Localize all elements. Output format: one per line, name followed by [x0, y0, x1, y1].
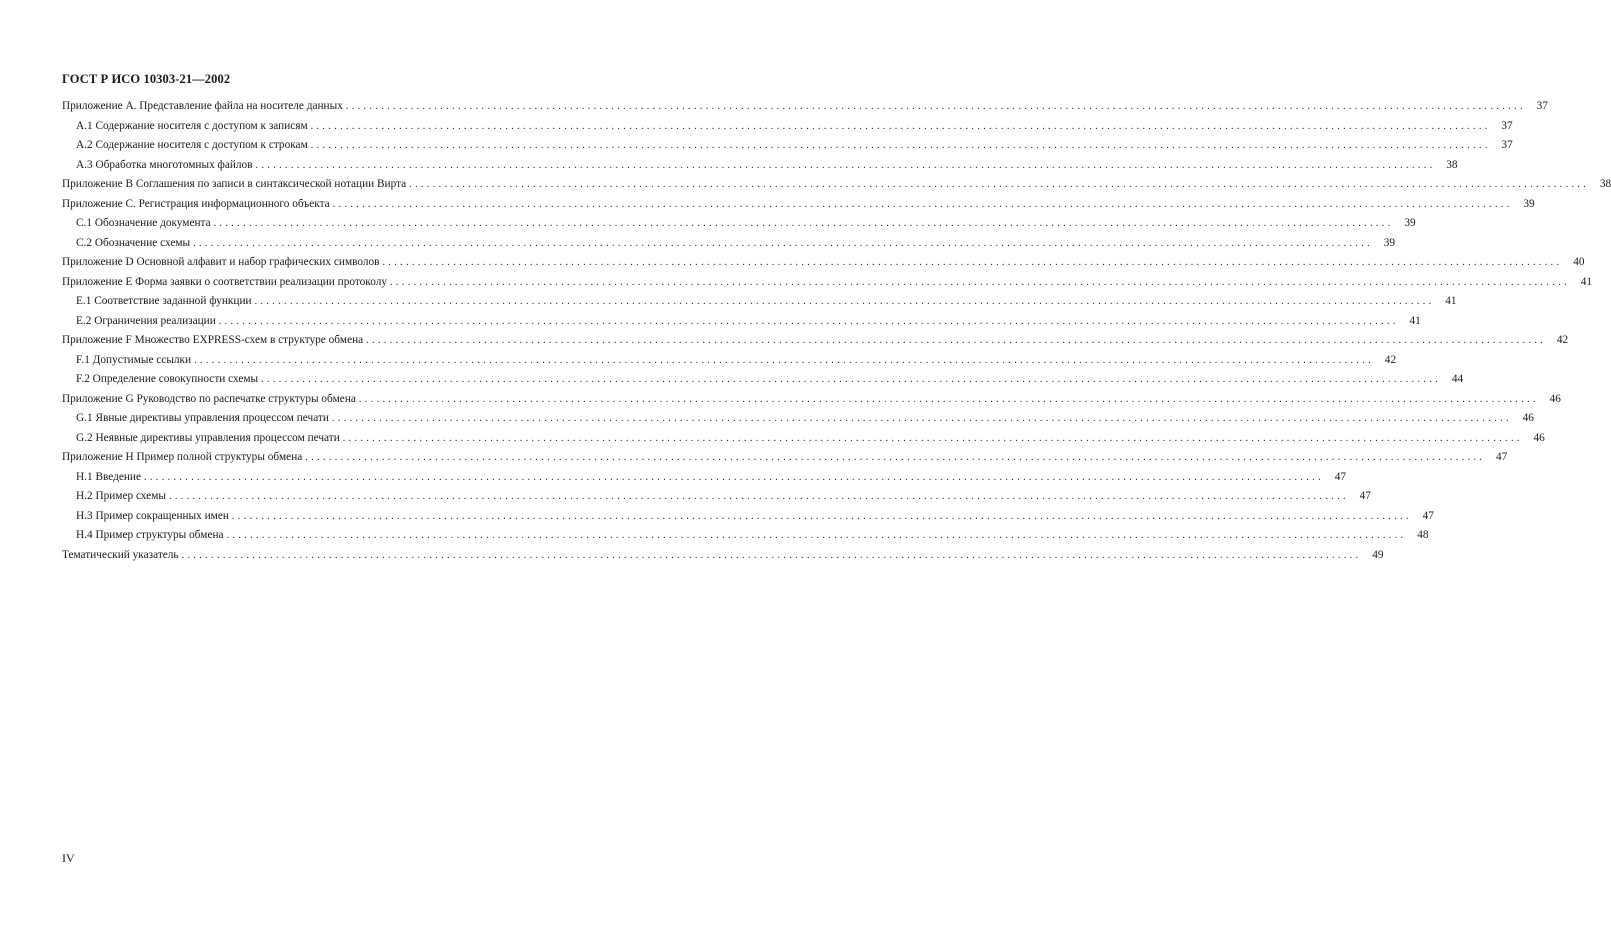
toc-entry-page: 37 — [1501, 119, 1513, 132]
toc-entry[interactable] — [62, 526, 1429, 546]
toc-entry-page: 41 — [1580, 275, 1593, 288]
toc-leader-dots: ........................................................................................................................................................................................................ — [181, 549, 1362, 561]
toc-entry-page: 40 — [1573, 256, 1585, 268]
toc-entry[interactable] — [62, 214, 1416, 234]
toc-entry-title: F.1 Допустимые ссылки — [76, 353, 192, 366]
toc-entry[interactable] — [62, 351, 1397, 371]
toc-entry-title: Н.4 Пример структуры обмена — [76, 529, 224, 541]
toc-entry-page: 42 — [1556, 334, 1569, 346]
toc-entry-title: G.1 Явные директивы управления процессом печати — [76, 412, 329, 424]
toc-entry-title: Приложение Н Пример полной структуры обмена — [62, 451, 303, 463]
toc-leader-dots: ........................................................................................................................................................................................................ — [366, 335, 1547, 346]
toc-leader-dots: ........................................................................................................................................................................................................ — [213, 218, 1394, 229]
toc-leader-dots: ........................................................................................................................................................................................................ — [409, 179, 1590, 190]
toc-entry-page: 41 — [1409, 314, 1421, 327]
toc-entry[interactable] — [62, 234, 1396, 254]
toc-entry-title: G.2 Неявные директивы управления процессом печати — [76, 431, 340, 444]
toc-entry[interactable] — [62, 97, 1548, 117]
toc-entry[interactable] — [62, 156, 1458, 176]
toc-entry-page: 47 — [1334, 470, 1346, 483]
toc-entry-page: 46 — [1549, 392, 1561, 405]
toc-entry[interactable] — [62, 292, 1457, 312]
toc-entry-page: 44 — [1451, 373, 1464, 385]
toc-entry-title: Приложение G Руководство по распечатке структуры обмена — [62, 392, 356, 405]
toc-entry[interactable] — [62, 429, 1545, 449]
toc-entry-page: 42 — [1384, 353, 1397, 366]
toc-leader-dots: ........................................................................................................................................................................................................ — [345, 101, 1526, 112]
toc-leader-dots: ........................................................................................................................................................................................................ — [255, 159, 1436, 171]
toc-entry-title: А.1 Содержание носителя с доступом к записям — [76, 119, 308, 132]
toc-entry[interactable] — [62, 487, 1371, 507]
toc-entry-page: 39 — [1523, 197, 1535, 210]
toc-leader-dots: ........................................................................................................................................................................................................ — [342, 432, 1523, 444]
toc-entry-title: Приложение Е Форма заявки о соответствии реализации протоколу — [62, 275, 388, 288]
toc-entry[interactable] — [62, 409, 1534, 429]
toc-leader-dots: ........................................................................................................................................................................................................ — [390, 276, 1571, 288]
toc-entry-title: Н.3 Пример сокращенных имен — [76, 509, 229, 522]
toc-entry-page: 47 — [1495, 451, 1508, 463]
toc-leader-dots: ........................................................................................................................................................................................................ — [332, 198, 1513, 210]
document-header: ГОСТ Р ИСО 10303-21—2002 — [62, 72, 231, 86]
toc-leader-dots: ........................................................................................................................................................................................................ — [358, 393, 1539, 405]
toc-entry-title: Приложение F Множество EXPRESS-схем в структуре обмена — [62, 334, 364, 346]
toc-leader-dots: ........................................................................................................................................................................................................ — [331, 413, 1512, 424]
toc-entry-page: 49 — [1372, 548, 1384, 561]
toc-leader-dots: ........................................................................................................................................................................................................ — [310, 120, 1491, 132]
toc-entry[interactable] — [62, 117, 1513, 137]
toc-entry[interactable] — [62, 331, 1569, 351]
toc-entry-title: Н.1 Введение — [76, 470, 141, 483]
toc-entry-page: 48 — [1417, 529, 1429, 541]
toc-entry-page: 37 — [1536, 100, 1548, 112]
toc-leader-dots: ........................................................................................................................................................................................................ — [382, 257, 1563, 268]
page-number: IV — [62, 851, 75, 865]
toc-entry-page: 39 — [1404, 217, 1416, 229]
toc-leader-dots: ........................................................................................................................................................................................................ — [144, 471, 1324, 483]
toc-entry-title: Тематический указатель — [62, 548, 179, 561]
toc-leader-dots: ........................................................................................................................................................................................................ — [168, 491, 1349, 502]
toc-leader-dots: ........................................................................................................................................................................................................ — [226, 530, 1407, 541]
toc-entry-page: 37 — [1501, 139, 1513, 151]
toc-leader-dots: ........................................................................................................................................................................................................ — [231, 510, 1412, 522]
toc-entry-page: 39 — [1383, 236, 1396, 249]
toc-entry-page: 47 — [1422, 509, 1434, 522]
toc-entry-title: Е.1 Соответствие заданной функции — [76, 295, 252, 307]
toc-entry[interactable] — [62, 136, 1513, 156]
toc-entry-title: Приложение А. Представление файла на носителе данных — [62, 100, 343, 112]
toc-leader-dots: ........................................................................................................................................................................................................ — [261, 374, 1442, 385]
toc-entry-title: А.2 Содержание носителя с доступом к строкам — [76, 139, 308, 151]
toc-entry[interactable] — [62, 273, 1593, 293]
toc-entry[interactable] — [62, 390, 1561, 410]
toc-leader-dots: ........................................................................................................................................................................................................ — [254, 296, 1435, 307]
toc-entry[interactable] — [62, 253, 1585, 273]
toc-entry-page: 46 — [1522, 412, 1534, 424]
toc-entry-page: 38 — [1446, 158, 1458, 171]
toc-entry-title: А.3 Обработка многотомных файлов — [76, 158, 253, 171]
toc-leader-dots: ........................................................................................................................................................................................................ — [193, 237, 1374, 249]
table-of-contents — [62, 97, 1611, 565]
toc-entry-page: 38 — [1599, 178, 1611, 190]
toc-entry-title: Приложение D Основной алфавит и набор графических символов — [62, 256, 380, 268]
toc-entry[interactable] — [62, 448, 1508, 468]
toc-entry-title: Е.2 Ограничения реализации — [76, 314, 216, 327]
toc-entry-page: 41 — [1445, 295, 1457, 307]
toc-entry-page: 46 — [1533, 431, 1545, 444]
toc-entry[interactable] — [62, 312, 1421, 332]
toc-entry[interactable] — [62, 507, 1434, 527]
toc-leader-dots: ........................................................................................................................................................................................................ — [218, 315, 1399, 327]
toc-entry[interactable] — [62, 175, 1611, 195]
toc-entry-title: С.1 Обозначение документа — [76, 217, 211, 229]
toc-leader-dots: ........................................................................................................................................................................................................ — [310, 140, 1491, 151]
toc-leader-dots: ........................................................................................................................................................................................................ — [194, 354, 1375, 366]
toc-entry[interactable] — [62, 370, 1464, 390]
toc-entry-title: F.2 Определение совокупности схемы — [76, 373, 259, 385]
toc-entry-title: Приложение В Соглашения по записи в синтаксической нотации Вирта — [62, 178, 407, 190]
toc-entry[interactable] — [62, 195, 1535, 215]
toc-entry[interactable] — [62, 546, 1384, 566]
toc-entry-title: Приложение С. Регистрация информационного объекта — [62, 197, 330, 210]
toc-leader-dots: ........................................................................................................................................................................................................ — [305, 452, 1486, 463]
toc-entry-page: 47 — [1359, 490, 1371, 502]
toc-entry-title: С.2 Обозначение схемы — [76, 236, 191, 249]
toc-entry[interactable] — [62, 468, 1346, 488]
toc-entry-title: Н.2 Пример схемы — [76, 490, 166, 502]
